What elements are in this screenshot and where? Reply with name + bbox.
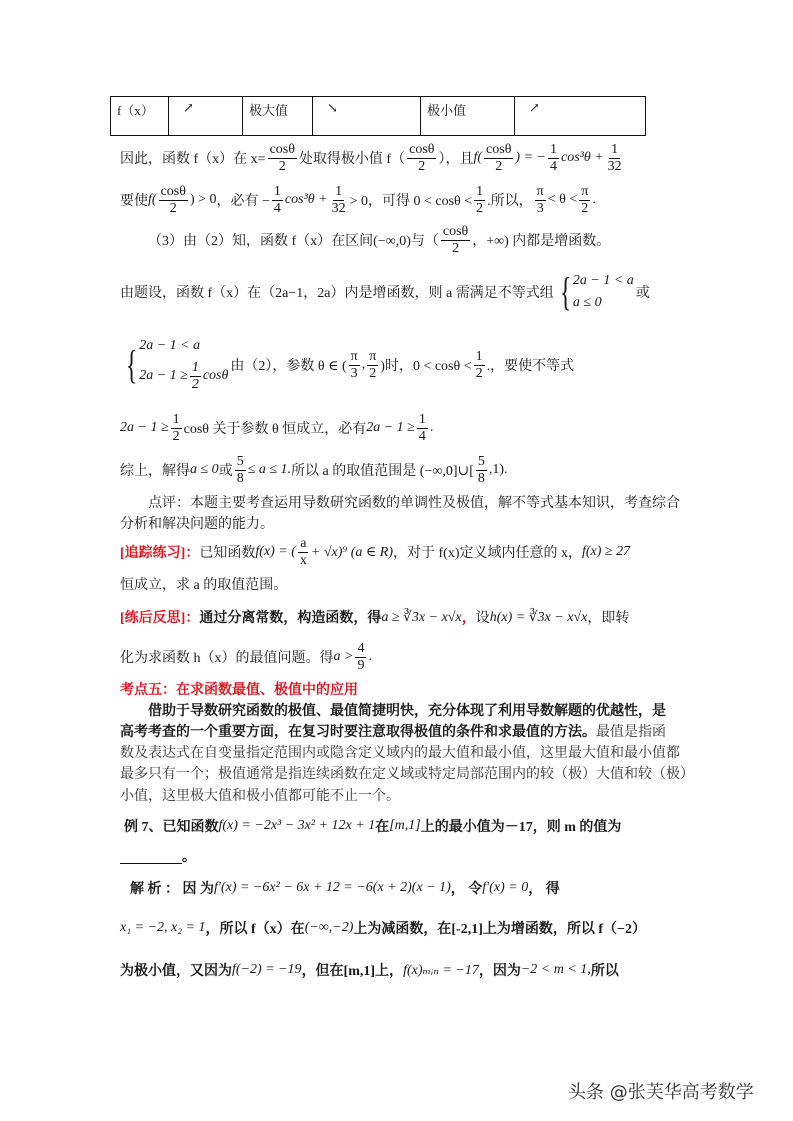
text-segment: a ≤ 0 [572,295,602,310]
fraction-denominator: 2 [476,200,484,216]
text-segment: 所以 [590,964,619,979]
text-segment: f(−2) = −19 [232,962,302,977]
text-segment: 或 [218,464,233,479]
text-segment: .，要使不等式 [486,359,575,374]
text-segment: f(x) = ( [255,544,296,559]
text-segment: 在 [375,820,390,835]
fraction [268,142,297,174]
text-segment: 化为求函数 h（x）的最值问题。得 [120,651,334,666]
text-segment: 为极小值，又因为 [120,964,232,979]
system-rows [573,273,634,311]
table-cell-max: 极大值 [243,97,313,135]
fraction-numerator: 1 [549,142,557,158]
text-segment: （3）由（2）知，函数 f（x）在区间(−∞,0)与（ [148,234,439,249]
fraction-denominator: 4 [549,158,557,174]
text-segment: ) = − [515,150,546,165]
text-segment: 小值，这里极大值和极小值都可能不止一个。 [120,789,400,804]
fraction [355,641,366,673]
text-segment: 考点五：在求函数最值、极值中的应用 [120,683,358,698]
text-segment: cosθ [202,368,229,383]
text-segment: 由（2），参数 θ ∈ ( [230,359,347,374]
fraction-denominator: 2 [475,365,483,381]
fraction-numerator: 1 [476,184,484,200]
text-segment: 处取得极小值 f（ [298,152,406,167]
fraction [535,184,546,216]
text-segment: a > [333,649,354,664]
fraction [349,349,360,381]
fraction [579,184,590,216]
fraction [441,224,470,256]
fraction [417,412,428,444]
text-segment: 例 7、已知函数 [124,820,219,835]
fraction-numerator: cosθ [160,184,186,200]
fraction [330,184,348,216]
text-segment: f′(x) = 0 [482,880,529,895]
text-segment: , [361,357,366,372]
fraction-numerator: 1 [475,349,483,365]
fraction [474,184,485,216]
text-segment: cos³θ + [284,192,328,207]
text-segment: ， 得 [528,882,560,897]
fraction-numerator: 1 [418,412,426,428]
text-segment: ， 令 [450,882,483,897]
text-segment: 最多只有一个；极值通常是指连续函数在定义域或特定局部范围内的较（极）大值和较（极） [120,767,694,782]
fraction-numerator: π [369,349,377,365]
text-segment: 上的最小值为－17，则 m 的值为 [420,820,622,835]
text-segment: [追踪练习]： [120,546,200,561]
text-segment: 2a − 1 ≥ [139,368,188,383]
fraction [367,349,378,381]
fraction-numerator: 4 [357,641,365,657]
fraction-denominator: 2 [452,240,460,256]
fraction [548,142,559,174]
text-segment: 数及表达式在自变量指定范围内或隐含定义域内的最大值和最小值，这里最大值和最小值都 [120,746,680,761]
text-segment: 2a − 1 ≥ [366,420,415,435]
text-segment: 由题设，函数 f（x）在（2a−1，2a）内是增函数，则 a 需满足不等式组 [120,286,554,301]
text-segment: 高考考查的一个重要方面，在复习时要注意取得极值的条件和求最值的方法。 [120,725,596,740]
table-cell-fx: f（x） [111,97,169,135]
fraction-numerator: 1 [273,184,281,200]
text-segment: f(x) = −2x³ − 3x² + 12x + 1 [218,818,376,833]
text-segment: f( [473,150,483,165]
text-segment: ，必有 − [216,194,270,209]
system-rows [139,338,228,392]
text-segment: [练后反思]： [120,611,200,626]
text-segment: 2a − 1 < a [139,338,201,354]
fraction-denominator: 2 [191,376,199,392]
fraction [476,454,487,486]
text-segment: [m,1] [389,818,421,833]
fraction-denominator: 2 [581,200,589,216]
text-segment: ，+∞) 内都是增函数。 [472,234,611,249]
text-segment: )时，0 < cosθ < [380,359,472,374]
text-segment: 因此，函数 f（x）在 x= [120,152,266,167]
fraction-denominator: 4 [418,428,426,444]
fraction-numerator: 1 [191,360,199,376]
text-segment: f(x)ₘᵢₙ = −17 [403,962,479,978]
text-segment: 2a − 1 < a [572,273,634,288]
text-segment: 设 [475,611,490,626]
decreasing-arrow-icon: ↘ [313,97,421,135]
text-segment: . [592,192,596,207]
text-segment: 综上，解得 [120,464,190,479]
text-segment: −2 < m < 1, [520,962,591,977]
text-segment: ，即转 [587,611,630,626]
fraction-denominator: 2 [172,428,180,444]
fraction [171,412,182,444]
fraction [190,360,201,392]
text-segment: ) > 0 [189,192,217,207]
answer-blank [120,849,182,864]
text-segment: 最值是指函 [596,725,666,740]
fraction [407,142,436,174]
text-segment: > 0，可得 0 < cosθ < [349,194,473,209]
fraction-denominator: 4 [273,200,281,216]
text-segment: ，所以 f（x）在 [205,922,305,937]
fraction [606,142,624,174]
fraction-denominator: 2 [369,365,377,381]
fraction-denominator: 2 [418,158,426,174]
text-segment: 分析和解决问题的能力。 [120,517,274,532]
text-segment: ≤ a ≤ 1. [247,462,292,477]
text-segment: ），且 [438,152,474,167]
variation-table [110,96,646,136]
fraction-numerator: 5 [477,454,485,470]
fraction-numerator: π [536,184,544,200]
text-segment: 上为减函数，在[-2,1]上为增函数，所以 f（−2） [353,922,647,937]
fraction [474,349,485,381]
fraction-numerator: cosθ [486,142,512,158]
text-segment: a ≥ ∛3x − x√x [381,609,462,625]
fraction-denominator: x [299,552,307,568]
system-row [573,295,634,311]
text-segment: ,1). [488,462,508,477]
fraction-denominator: 8 [236,470,244,486]
text-segment: (−∞,−2) [304,920,354,935]
fraction [159,184,188,216]
fraction-denominator: 3 [350,365,358,381]
text-segment: ，对于 f(x)定义域内任意的 x， [393,546,582,561]
increasing-arrow-icon: ↗ [529,100,540,115]
fraction-numerator: cosθ [409,142,435,158]
text-segment: ，因为 [478,964,521,979]
fraction-denominator: 3 [536,200,544,216]
text-segment: 已知函数 [199,546,256,561]
text-segment: h(x) = ∛3x − x√x [489,609,588,625]
text-segment: 借助于导数研究函数的极值、最值简捷明快，充分体现了利用导数解题的优越性，是 [148,704,666,719]
left-brace-icon: { [125,342,138,387]
fraction [484,142,513,174]
text-segment: ， [461,611,476,626]
inequality-system [556,269,634,314]
text-segment: 。 [182,850,196,865]
text-segment: f( [148,192,157,207]
table-cell-min: 极小值 [421,97,515,135]
fraction-numerator: cosθ [269,142,295,158]
fraction-denominator: 9 [357,657,365,673]
text-segment: cos³θ + [560,150,604,165]
text-segment: .所以， [487,194,533,209]
fraction [235,454,246,486]
system-row [139,338,228,354]
text-segment: x₁ = −2, x₂ = 1 [120,920,206,935]
text-segment: ，但在[m,1]上， [301,964,404,979]
text-segment: f(x) ≥ 27 [582,544,631,559]
increasing-arrow-icon: ↗ [169,97,243,135]
system-row [573,273,634,289]
text-segment: f′(x) = −6x² − 6x + 12 = −6(x + 2)(x − 1) [214,880,451,895]
system-row [139,360,228,392]
fraction-denominator: 8 [477,470,485,486]
fraction-numerator: 1 [172,412,180,428]
fraction-denominator: 2 [278,158,286,174]
fraction-numerator: 1 [335,184,343,200]
text-segment: 解 析 ： 因 为 [130,882,214,897]
text-segment: 所以 a 的取值范围是 (−∞,0]∪[ [291,464,474,479]
fraction-numerator: a [300,536,307,552]
text-segment: 要使 [120,194,148,209]
fraction-denominator: 2 [495,158,503,174]
text-segment: 2a − 1 ≥ [120,420,169,435]
fraction-denominator: 32 [607,158,622,174]
fraction-numerator: π [350,349,358,365]
fraction-numerator: 5 [236,454,244,470]
inequality-system [122,338,228,392]
text-segment: . [429,420,434,435]
fraction-numerator: π [581,184,589,200]
fraction-numerator: 1 [611,142,619,158]
fraction-denominator: 32 [331,200,346,216]
fraction [298,536,309,568]
text-segment: 或 [635,286,650,301]
text-segment: a ≤ 0 [190,462,219,477]
text-segment: < θ < [547,192,578,207]
text-segment: 点评：本题主要考查运用导数研究函数的单调性及极值，解不等式基本知识，考查综合 [148,496,680,511]
text-segment: cosθ 关于参数 θ 恒成立，必有 [183,422,367,437]
fraction-numerator: cosθ [442,224,469,240]
fraction-denominator: 2 [169,200,177,216]
text-segment: 通过分离常数，构造函数，得 [199,611,382,626]
text-segment: + √x)⁹ (a ∈ R) [310,544,393,560]
watermark: 头条 @张芙华高考数学 [568,1082,754,1103]
text-segment: . [368,649,372,664]
left-brace-icon: { [559,269,572,314]
text-segment: 恒成立，求 a 的取值范围。 [120,578,288,593]
fraction [272,184,283,216]
